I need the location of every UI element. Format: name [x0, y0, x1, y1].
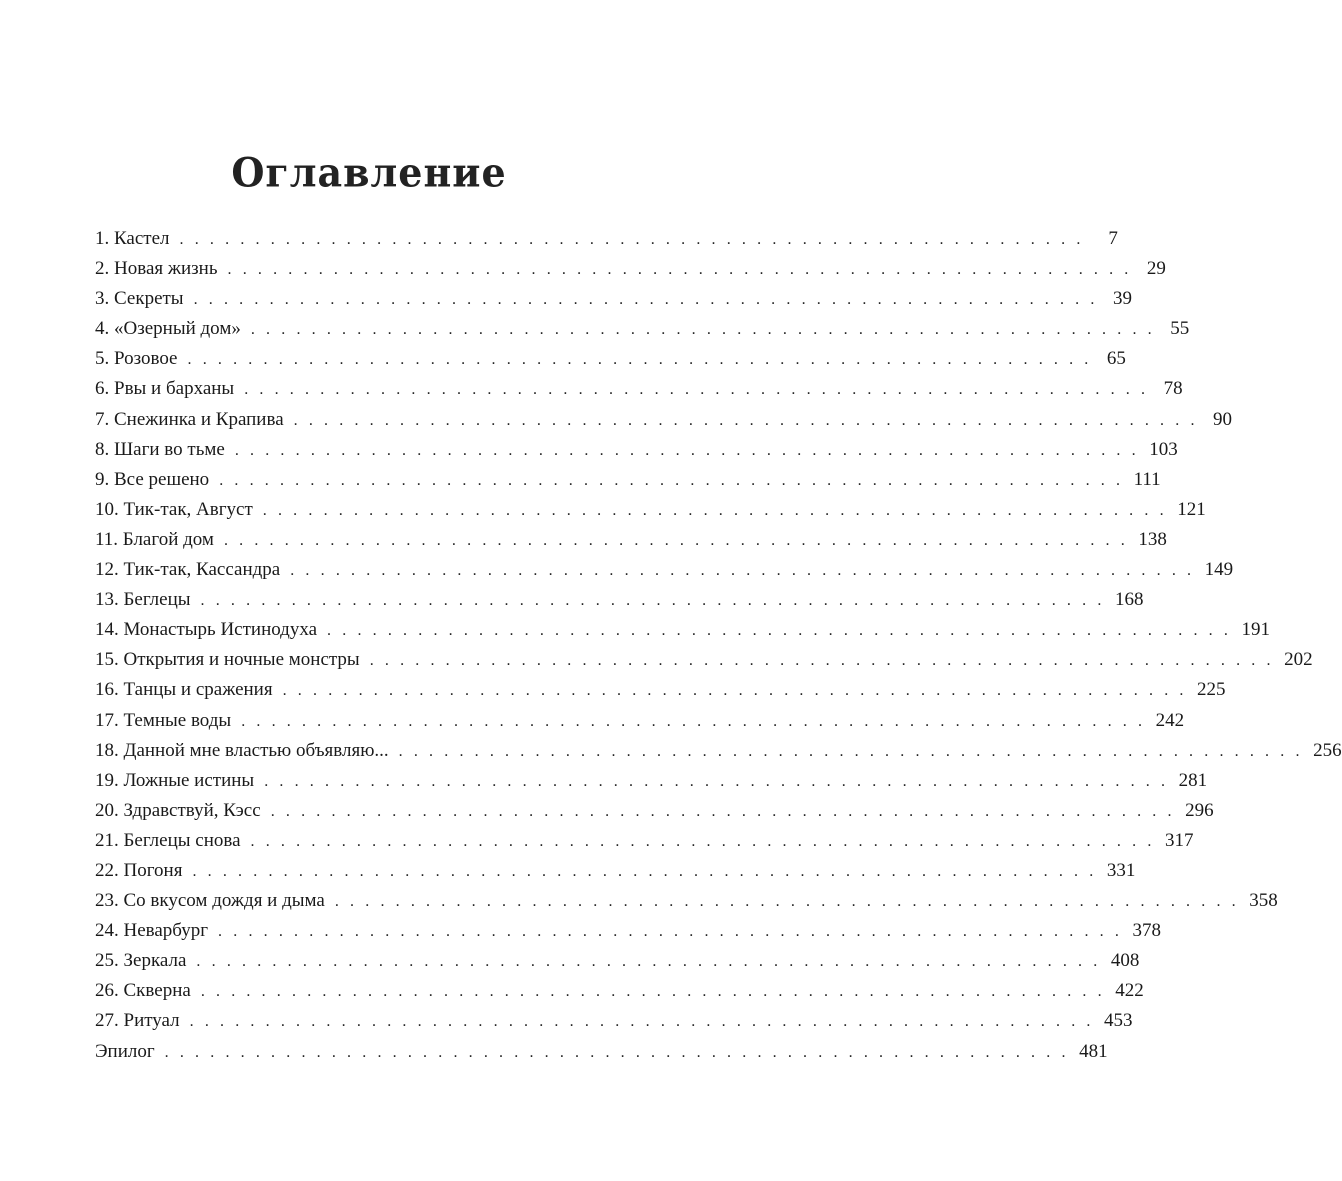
toc-entry — [95, 766, 1208, 796]
toc-entry-title: 13. Беглецы — [95, 585, 201, 615]
toc-dot-leader: . . . . . . . . . . . . . . . . . . . . . . . . . . . . . . . . . . . . . . . . . . . . . . . . . . . . . . . . . . . . — [193, 291, 1098, 309]
toc-dot-leader: . . . . . . . . . . . . . . . . . . . . . . . . . . . . . . . . . . . . . . . . . . . . . . . . . . . . . . . . . . . . — [334, 893, 1240, 911]
toc-entry-title: 15. Открытия и ночные монстры — [95, 645, 370, 675]
toc-entry-title: 20. Здравствуй, Кэсс — [95, 796, 271, 826]
toc-entry-page-number: 121 — [1177, 498, 1206, 520]
toc-entry-title: 12. Тик-так, Кассандра — [95, 555, 290, 585]
toc-entry — [95, 495, 1206, 525]
toc-entry — [95, 976, 1144, 1006]
toc-entry — [95, 314, 1190, 344]
toc-entry-title: 10. Тик-так, Август — [95, 495, 263, 525]
toc-dot-leader: . . . . . . . . . . . . . . . . . . . . . . . . . . . . . . . . . . . . . . . . . . . . . . . . . . . . . . . . . . . . — [179, 231, 1084, 248]
toc-entry — [95, 736, 1342, 766]
toc-dot-leader: . . . . . . . . . . . . . . . . . . . . . . . . . . . . . . . . . . . . . . . . . . . . . . . . . . . . . . . . . . . . — [234, 441, 1140, 459]
toc-entry — [95, 706, 1185, 736]
toc-entry — [95, 435, 1178, 465]
table-of-contents — [95, 224, 1342, 1067]
toc-entry — [95, 675, 1226, 705]
toc-entry-page-number: 202 — [1284, 649, 1313, 671]
toc-dot-leader: . . . . . . . . . . . . . . . . . . . . . . . . . . . . . . . . . . . . . . . . . . . . . . . . . . . . . . . . . . . . — [293, 411, 1199, 429]
toc-entry — [95, 254, 1166, 284]
toc-entry-page-number: 168 — [1114, 589, 1144, 611]
toc-entry-title: 2. Новая жизнь — [95, 254, 228, 284]
toc-entry — [95, 645, 1313, 675]
toc-entry-page-number: 281 — [1178, 769, 1208, 791]
toc-entry-page-number: 408 — [1110, 950, 1140, 972]
toc-entry-title: 23. Со вкусом дождя и дыма — [95, 886, 335, 916]
toc-entry-page-number: 55 — [1170, 318, 1190, 340]
toc-dot-leader: . . . . . . . . . . . . . . . . . . . . . . . . . . . . . . . . . . . . . . . . . . . . . . . . . . . . . . . . . . . . — [250, 321, 1156, 339]
toc-entry-title: 27. Ритуал — [95, 1006, 190, 1036]
toc-entry-page-number: 29 — [1146, 258, 1166, 280]
toc-entry-title: 14. Монастырь Истинодуха — [95, 615, 327, 645]
toc-entry-page-number: 103 — [1149, 438, 1178, 460]
toc-entry — [95, 615, 1270, 645]
toc-entry-page-number: 78 — [1163, 378, 1183, 400]
toc-dot-leader: . . . . . . . . . . . . . . . . . . . . . . . . . . . . . . . . . . . . . . . . . . . . . . . . . . . . . . . . . . . . — [262, 501, 1168, 519]
toc-entry-title: Эпилог — [95, 1037, 165, 1067]
toc-entry-page-number: 481 — [1079, 1040, 1108, 1062]
toc-entry-page-number: 225 — [1197, 679, 1226, 701]
page-title: Оглавление — [231, 148, 507, 197]
toc-entry-page-number: 7 — [1108, 228, 1118, 249]
toc-dot-leader: . . . . . . . . . . . . . . . . . . . . . . . . . . . . . . . . . . . . . . . . . . . . . . . . . . . . . . . . . . . . — [290, 562, 1195, 580]
toc-entry — [95, 886, 1278, 916]
toc-entry — [95, 465, 1161, 495]
toc-dot-leader: . . . . . . . . . . . . . . . . . . . . . . . . . . . . . . . . . . . . . . . . . . . . . . . . . . . . . . . . . . . . — [270, 802, 1176, 820]
toc-entry-title: 25. Зеркала — [95, 946, 196, 976]
toc-entry-page-number: 149 — [1204, 559, 1234, 581]
toc-entry-title: 11. Благой дом — [95, 525, 224, 555]
toc-entry-title: 8. Шаги во тьме — [95, 435, 235, 465]
toc-dot-leader: . . . . . . . . . . . . . . . . . . . . . . . . . . . . . . . . . . . . . . . . . . . . . . . . . . . . . . . . . . . . — [264, 772, 1169, 790]
toc-entry-page-number: 378 — [1132, 920, 1161, 942]
toc-dot-leader: . . . . . . . . . . . . . . . . . . . . . . . . . . . . . . . . . . . . . . . . . . . . . . . . . . . . . . . . . . . . — [192, 862, 1097, 880]
toc-entry — [95, 555, 1234, 585]
toc-dot-leader: . . . . . . . . . . . . . . . . . . . . . . . . . . . . . . . . . . . . . . . . . . . . . . . . . . . . . . . . . . . . — [223, 531, 1129, 549]
toc-entry — [95, 374, 1183, 404]
toc-dot-leader: . . . . . . . . . . . . . . . . . . . . . . . . . . . . . . . . . . . . . . . . . . . . . . . . . . . . . . . . . . . . — [250, 832, 1155, 850]
toc-entry-page-number: 138 — [1138, 528, 1167, 550]
toc-dot-leader: . . . . . . . . . . . . . . . . . . . . . . . . . . . . . . . . . . . . . . . . . . . . . . . . . . . . . . . . . . . . — [218, 923, 1123, 941]
toc-entry-title: 4. «Озерный дом» — [95, 314, 251, 344]
toc-entry-title: 1. Кастел — [95, 224, 180, 254]
toc-entry-page-number: 242 — [1155, 709, 1185, 731]
toc-entry — [95, 405, 1233, 435]
toc-dot-leader: . . . . . . . . . . . . . . . . . . . . . . . . . . . . . . . . . . . . . . . . . . . . . . . . . . . . . . . . . . . . — [219, 471, 1124, 489]
toc-entry-title: 17. Темные воды — [95, 706, 241, 736]
toc-entry-title: 22. Погоня — [95, 856, 192, 886]
toc-entry-page-number: 90 — [1213, 408, 1233, 430]
toc-entry-title: 3. Секреты — [95, 284, 194, 314]
toc-dot-leader: . . . . . . . . . . . . . . . . . . . . . . . . . . . . . . . . . . . . . . . . . . . . . . . . . . . . . . . . . . . . — [327, 622, 1232, 640]
toc-entry-title: 21. Беглецы снова — [95, 826, 251, 856]
toc-entry — [95, 856, 1136, 886]
toc-dot-leader: . . . . . . . . . . . . . . . . . . . . . . . . . . . . . . . . . . . . . . . . . . . . . . . . . . . . . . . . . . . . — [200, 983, 1106, 1001]
toc-entry-page-number: 111 — [1133, 468, 1161, 490]
toc-entry — [95, 1006, 1133, 1036]
toc-entry-page-number: 256 — [1313, 739, 1342, 761]
toc-dot-leader: . . . . . . . . . . . . . . . . . . . . . . . . . . . . . . . . . . . . . . . . . . . . . . . . . . . . . . . . . . . . — [196, 953, 1101, 971]
toc-entry — [95, 796, 1214, 826]
toc-entry-title: 5. Розовое — [95, 344, 188, 374]
toc-entry-title: 16. Танцы и сражения — [95, 675, 283, 705]
toc-entry — [95, 344, 1126, 374]
toc-entry-page-number: 65 — [1106, 348, 1126, 370]
toc-entry-page-number: 422 — [1115, 980, 1144, 1002]
toc-entry-page-number: 39 — [1112, 288, 1132, 310]
toc-dot-leader: . . . . . . . . . . . . . . . . . . . . . . . . . . . . . . . . . . . . . . . . . . . . . . . . . . . . . . . . . . . . — [200, 592, 1105, 610]
toc-dot-leader: . . . . . . . . . . . . . . . . . . . . . . . . . . . . . . . . . . . . . . . . . . . . . . . . . . . . . . . . . . . . — [227, 261, 1132, 279]
toc-entry — [95, 916, 1161, 946]
toc-entry-title: 19. Ложные истины — [95, 766, 264, 796]
toc-entry-page-number: 358 — [1249, 890, 1278, 912]
toc-dot-leader: . . . . . . . . . . . . . . . . . . . . . . . . . . . . . . . . . . . . . . . . . . . . . . . . . . . . . . . . . . . . — [369, 652, 1275, 670]
toc-entry-page-number: 453 — [1104, 1010, 1133, 1032]
toc-entry-page-number: 296 — [1185, 799, 1214, 821]
toc-entry-title: 26. Скверна — [95, 976, 201, 1006]
toc-entry — [95, 1037, 1108, 1067]
toc-dot-leader: . . . . . . . . . . . . . . . . . . . . . . . . . . . . . . . . . . . . . . . . . . . . . . . . . . . . . . . . . . . . — [282, 682, 1187, 700]
toc-dot-leader: . . . . . . . . . . . . . . . . . . . . . . . . . . . . . . . . . . . . . . . . . . . . . . . . . . . . . . . . . . . . — [164, 1043, 1070, 1061]
toc-entry — [95, 826, 1194, 856]
toc-entry-page-number: 317 — [1164, 829, 1194, 851]
toc-entry-title: 24. Неварбург — [95, 916, 218, 946]
toc-entry-title: 6. Рвы и барханы — [95, 374, 244, 404]
toc-entry — [95, 224, 1118, 254]
toc-entry-title: 9. Все решено — [95, 465, 219, 495]
toc-entry — [95, 946, 1140, 976]
toc-entry-page-number: 331 — [1106, 859, 1136, 881]
toc-entry-title: 7. Снежинка и Крапива — [95, 405, 294, 435]
toc-entry — [95, 585, 1144, 615]
toc-dot-leader: . . . . . . . . . . . . . . . . . . . . . . . . . . . . . . . . . . . . . . . . . . . . . . . . . . . . . . . . . . . . — [187, 351, 1092, 369]
toc-dot-leader: . . . . . . . . . . . . . . . . . . . . . . . . . . . . . . . . . . . . . . . . . . . . . . . . . . . . . . . . . . . . — [398, 742, 1304, 760]
toc-entry-page-number: 191 — [1241, 619, 1270, 641]
toc-dot-leader: . . . . . . . . . . . . . . . . . . . . . . . . . . . . . . . . . . . . . . . . . . . . . . . . . . . . . . . . . . . . — [189, 1013, 1095, 1031]
toc-dot-leader: . . . . . . . . . . . . . . . . . . . . . . . . . . . . . . . . . . . . . . . . . . . . . . . . . . . . . . . . . . . . — [241, 712, 1146, 730]
toc-entry-title: 18. Данной мне властью объявляю... — [95, 736, 399, 766]
toc-entry — [95, 525, 1167, 555]
toc-entry — [95, 284, 1132, 314]
toc-dot-leader: . . . . . . . . . . . . . . . . . . . . . . . . . . . . . . . . . . . . . . . . . . . . . . . . . . . . . . . . . . . . — [244, 381, 1149, 399]
